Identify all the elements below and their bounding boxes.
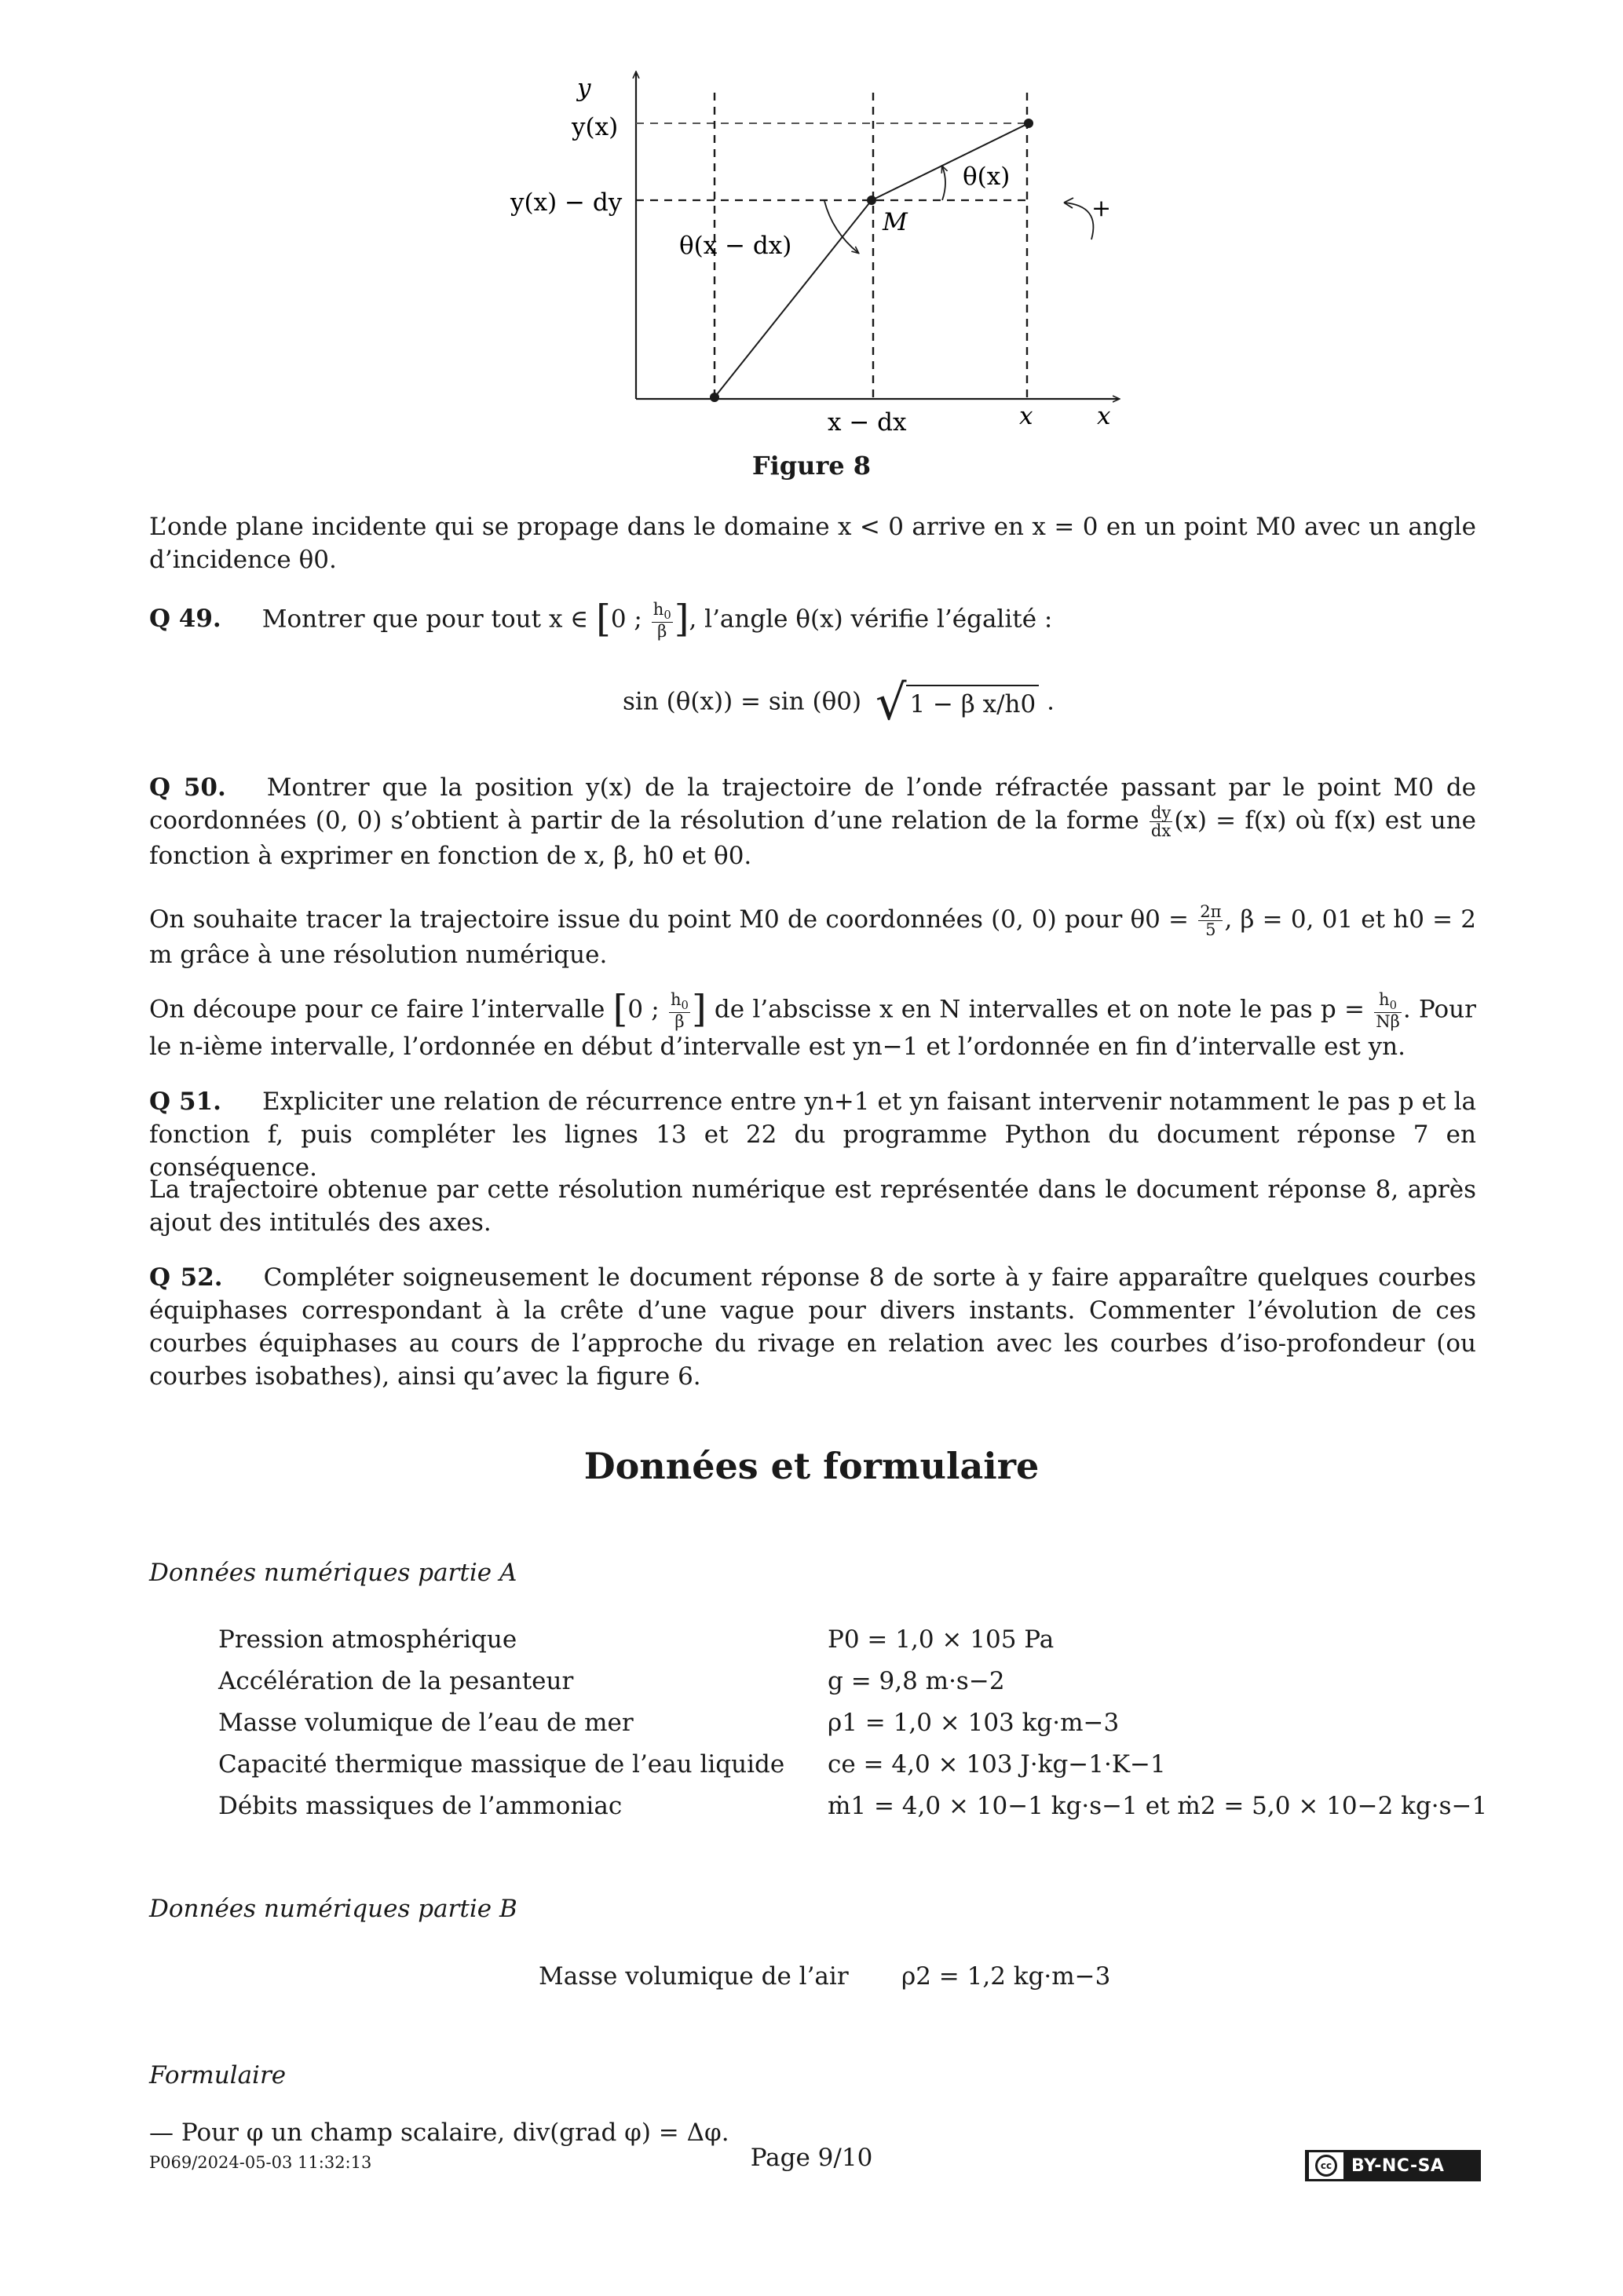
data-value: P0 = 1,0 × 105 Pa	[828, 1625, 1055, 1654]
data-label: Masse volumique de l’eau de mer	[218, 1709, 634, 1737]
label-theta-x: θ(x)	[963, 163, 1011, 191]
angle-arc-theta-x	[942, 166, 945, 200]
data-value: ṁ1 = 4,0 × 10−1 kg·s−1 et ṁ2 = 5,0 × 10−2 kg·s−1	[828, 1792, 1488, 1820]
orientation-arc	[1064, 203, 1093, 239]
figure-caption: Figure 8	[751, 451, 872, 481]
data-label: Accélération de la pesanteur	[218, 1667, 574, 1695]
label-y-axis: y	[577, 74, 591, 102]
label-x-tick: x	[1019, 402, 1033, 430]
label-x-minus-dx: x − dx	[828, 408, 907, 437]
point-end	[1024, 119, 1033, 128]
page-number: Page 9/10	[750, 2144, 873, 2172]
section-title: Données et formulaire	[583, 1445, 1040, 1487]
label-theta-x-minus-dx: θ(x − dx)	[679, 232, 792, 260]
equation-q49: sin (θ(x)) = sin (θ0) √ 1 − β x/h0 .	[623, 674, 1055, 731]
data-label: Capacité thermique massique de l’eau liquide	[218, 1750, 785, 1779]
label-plus: +	[1091, 195, 1112, 222]
data-value: ρ1 = 1,0 × 103 kg·m−3	[828, 1709, 1120, 1737]
partie-b-heading: Données numériques partie B	[149, 1895, 517, 1923]
paragraph-trajectoire: La trajectoire obtenue par cette résolution numérique est représentée dans le document réponse 8, après ajout des intitulés des axes.	[149, 1175, 1476, 1237]
paragraph-decoupe: On découpe pour ce faire l’intervalle [0 ; $\frac{h_0}{\beta}$ ] de l’abscisse x en N intervalles et on note le pas p = $\frac{h_0}{N\beta}$ . Pour le n-ième intervalle, l’ordonnée en début d’intervalle est yn−1 et l’ordonnée en fin d’intervalle est yn.	[149, 987, 1476, 1061]
label-y-minus-dy: y(x) − dy	[510, 188, 623, 217]
data-value: g = 9,8 m·s−2	[828, 1667, 1005, 1695]
data-value: ce = 4,0 × 103 J·kg−1·K−1	[828, 1750, 1166, 1779]
data-label: Masse volumique de l’air	[539, 1962, 849, 1991]
label-y-of-x: y(x)	[572, 113, 619, 141]
paragraph-trace: On souhaite tracer la trajectoire issue du point M0 de coordonnées (0, 0) pour θ0 = $\frac{2\pi}{5}$ , β = 0, 01 et h0 = 2 m grâce à une résolution numérique.	[149, 901, 1477, 970]
label-x-axis: x	[1097, 402, 1111, 430]
figure-8-diagram	[471, 63, 1178, 471]
question-label: Q 50.	[149, 773, 226, 802]
point-m	[867, 196, 876, 205]
paragraph-intro: L’onde plane incidente qui se propage dans le domaine x < 0 arrive en x = 0 en un point M0 avec un angle d’incidence θ0.	[149, 513, 1476, 574]
data-value: ρ2 = 1,2 kg·m−3	[901, 1962, 1111, 1991]
formulaire-item: — Pour φ un champ scalaire, div(grad φ) = Δφ.	[149, 2119, 729, 2147]
license-badge: cc BY-NC-SA	[1305, 2150, 1481, 2181]
point-start	[710, 393, 719, 402]
cc-icon: cc	[1309, 2152, 1343, 2179]
question-label: Q 49.	[149, 605, 221, 634]
formulaire-heading: Formulaire	[149, 2061, 287, 2089]
footer-reference: P069/2024-05-03 11:32:13	[149, 2153, 372, 2172]
partie-a-heading: Données numériques partie A	[149, 1559, 517, 1587]
data-label: Débits massiques de l’ammoniac	[218, 1792, 623, 1820]
question-52: Q 52. Compléter soigneusement le document réponse 8 de sorte à y faire apparaître quelques courbes équiphases correspondant à la crête d’une vague pour divers instants. Commenter l’évolution de ces courbes équiphases au cours de l’approche du rivage en relation avec les courbes d’iso-profondeur (ou courbes isobathes), ainsi qu’avec la figure 6.	[149, 1263, 1476, 1391]
question-51: Q 51. Expliciter une relation de récurrence entre yn+1 et yn faisant intervenir notamment le pas p et la fonction f, puis compléter les lignes 13 et 22 du programme Python du document réponse 7 en conséquence.	[149, 1088, 1477, 1182]
angle-arc-theta-x-minus-dx	[824, 201, 858, 253]
question-label: Q 52.	[149, 1263, 223, 1292]
question-50: Q 50. Montrer que la position y(x) de la trajectoire de l’onde réfractée passant par le point M0 de coordonnées (0, 0) s’obtient à partir de la résolution d’une relation de la forme $\frac{dy}{dx}$ (x) = f(x) où f(x) est une fonction à exprimer en fonction de x, β, h0 et θ0.	[149, 773, 1477, 871]
label-point-m: M	[883, 208, 908, 236]
data-label: Pression atmosphérique	[218, 1625, 517, 1654]
question-49: Q 49. Montrer que pour tout x ∈ [0 ; $\frac{h_0}{\beta}$ ], l’angle θ(x) vérifie l’égalité :	[149, 597, 1053, 642]
question-label: Q 51.	[149, 1088, 221, 1116]
